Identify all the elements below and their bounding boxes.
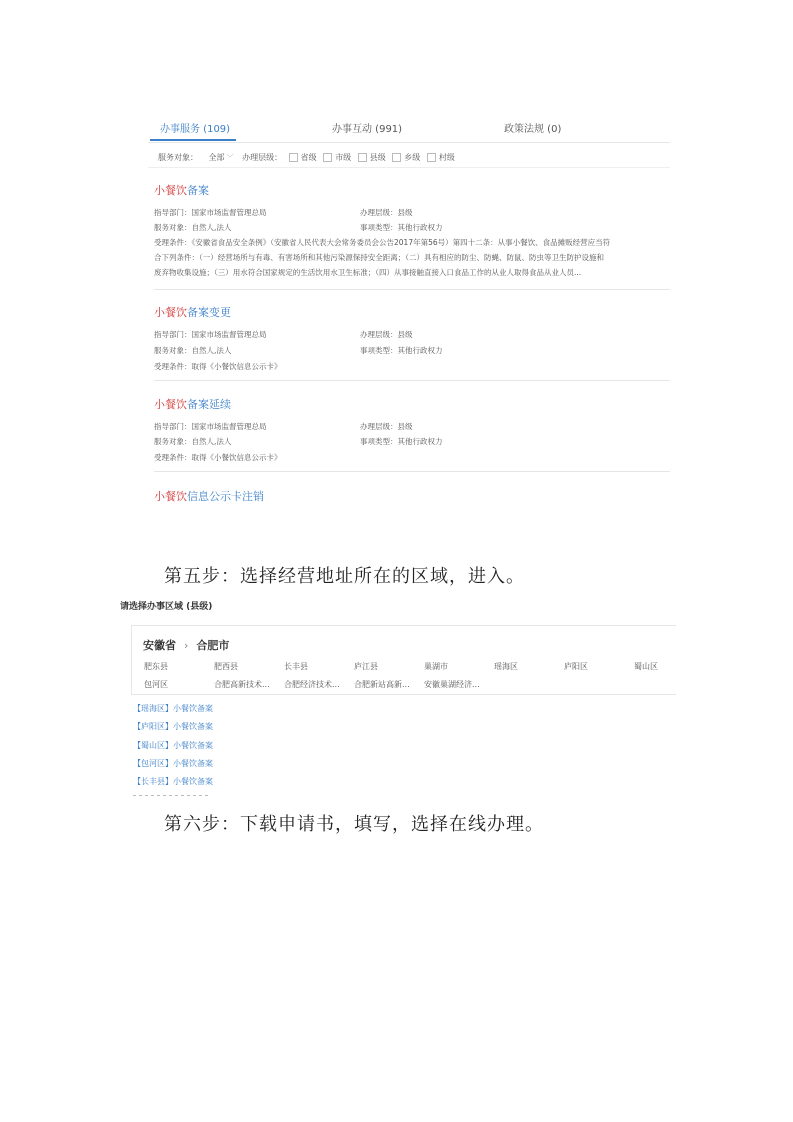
checkbox-label: 乡级 xyxy=(404,153,421,162)
tab-policies[interactable]: 政策法规 (0) xyxy=(504,124,562,135)
divider xyxy=(154,289,670,290)
tab-interaction[interactable]: 办事互动 (991) xyxy=(332,124,403,135)
target-filter-value: 全部 xyxy=(208,153,225,162)
item-type: 事项类型：其他行政权力 xyxy=(360,437,443,446)
item-type: 事项类型：其他行政权力 xyxy=(360,223,443,232)
filter-bar xyxy=(158,152,455,166)
item-title-link[interactable] xyxy=(154,304,670,320)
list-item xyxy=(154,488,670,508)
item-dept: 指导部门：国家市场监督管理总局 xyxy=(154,422,267,431)
checkbox-label: 市级 xyxy=(335,153,352,162)
checkbox-city[interactable] xyxy=(323,153,332,162)
item-level: 办理层级：县级 xyxy=(360,422,413,431)
title-highlight: 小餐饮 xyxy=(154,490,187,503)
divider xyxy=(154,380,670,381)
item-condition xyxy=(154,235,666,280)
item-dept: 指导部门：国家市场监督管理总局 xyxy=(154,330,267,339)
region-option[interactable]: 安徽巢湖经济... xyxy=(424,680,480,689)
region-option[interactable]: 巢湖市 xyxy=(424,662,448,671)
item-title-link[interactable] xyxy=(154,182,670,198)
checkbox-label: 村级 xyxy=(438,153,455,162)
region-option[interactable]: 肥西县 xyxy=(214,662,238,671)
chevron-right-icon: › xyxy=(184,639,189,652)
condition-line: 废弃物收集设施；（三）用水符合国家规定的生活饮用水卫生标准；（四）从事接触直接入口食品工作的从业人取得食品从业人员... xyxy=(154,268,582,277)
region-link[interactable]: 【长丰县】小餐饮备案 xyxy=(133,777,213,786)
region-option[interactable]: 合肥高新技术... xyxy=(214,680,270,689)
divider xyxy=(154,471,670,472)
condition-line: 受理条件：《安徽省食品安全条例》（安徽省人民代表大会常务委员会公告2017年第56号）第四十二条：从事小餐饮、食品摊贩经营应当符 xyxy=(154,238,611,247)
step5-text: 第五步：选择经营地址所在的区域，进入。 xyxy=(164,566,525,587)
checkbox-township[interactable] xyxy=(392,153,401,162)
region-option[interactable]: 肥东县 xyxy=(144,662,168,671)
region-link[interactable]: 【蜀山区】小餐饮备案 xyxy=(133,741,213,750)
checkbox-label: 县级 xyxy=(369,153,386,162)
tab-services[interactable]: 办事服务 (109) xyxy=(160,124,231,135)
list-item xyxy=(154,396,670,476)
condition-line: 合下列条件：（一）经营场所与有毒、有害场所和其他污染源保持安全距离；（二）具有相应的防尘、防蝇、防鼠、防虫等卫生防护设施和 xyxy=(154,253,604,262)
item-condition: 受理条件：取得《小餐饮信息公示卡》 xyxy=(154,362,282,371)
title-highlight: 小餐饮 xyxy=(154,184,187,197)
region-option[interactable]: 庐江县 xyxy=(354,662,378,671)
region-option[interactable]: 长丰县 xyxy=(284,662,308,671)
title-rest: 信息公示卡注销 xyxy=(187,490,264,503)
item-title-link[interactable] xyxy=(154,488,670,504)
region-option[interactable]: 合肥经济技术... xyxy=(284,680,340,689)
region-link[interactable]: 【瑶海区】小餐饮备案 xyxy=(133,704,213,713)
crop-edge xyxy=(133,795,211,796)
breadcrumb-province[interactable]: 安徽省 xyxy=(143,639,176,652)
divider xyxy=(148,167,670,168)
region-select-panel xyxy=(131,625,676,695)
title-highlight: 小餐饮 xyxy=(154,306,187,319)
target-filter-label: 服务对象： xyxy=(158,153,198,162)
checkbox-county[interactable] xyxy=(358,153,367,162)
item-type: 事项类型：其他行政权力 xyxy=(360,346,443,355)
list-item xyxy=(154,304,670,384)
service-list-screenshot xyxy=(148,112,670,522)
tab-bar xyxy=(148,112,670,143)
item-target: 服务对象：自然人,法人 xyxy=(154,223,232,232)
item-title-link[interactable] xyxy=(154,396,670,412)
region-option[interactable]: 合肥新站高新... xyxy=(354,680,410,689)
item-target: 服务对象：自然人,法人 xyxy=(154,437,232,446)
breadcrumb xyxy=(143,637,229,653)
title-highlight: 小餐饮 xyxy=(154,398,187,411)
region-option[interactable]: 蜀山区 xyxy=(634,662,658,671)
step6-text: 第六步：下载申请书，填写，选择在线办理。 xyxy=(164,814,544,835)
title-rest: 备案 xyxy=(187,184,209,197)
item-level: 办理层级：县级 xyxy=(360,208,413,217)
region-link[interactable]: 【庐阳区】小餐饮备案 xyxy=(133,722,213,731)
region-link[interactable]: 【包河区】小餐饮备案 xyxy=(133,759,213,768)
list-item xyxy=(154,182,670,292)
checkbox-label: 省级 xyxy=(300,153,317,162)
item-condition: 受理条件：取得《小餐饮信息公示卡》 xyxy=(154,453,282,462)
chevron-down-icon: ﹀ xyxy=(226,153,234,162)
title-rest: 备案延续 xyxy=(187,398,231,411)
breadcrumb-city[interactable]: 合肥市 xyxy=(196,639,230,652)
item-level: 办理层级：县级 xyxy=(360,330,413,339)
item-dept: 指导部门：国家市场监督管理总局 xyxy=(154,208,267,217)
region-option[interactable]: 包河区 xyxy=(144,680,168,689)
active-tab-indicator xyxy=(150,139,236,141)
target-filter-select[interactable] xyxy=(209,152,234,163)
region-select-title: 请选择办事区域 (县级) xyxy=(120,602,213,612)
item-target: 服务对象：自然人,法人 xyxy=(154,346,232,355)
checkbox-province[interactable] xyxy=(289,153,298,162)
title-rest: 备案变更 xyxy=(187,306,231,319)
region-option[interactable]: 庐阳区 xyxy=(564,662,588,671)
level-filter-label: 办理层级： xyxy=(242,153,283,162)
checkbox-village[interactable] xyxy=(427,153,436,162)
region-option[interactable]: 瑶海区 xyxy=(494,662,518,671)
